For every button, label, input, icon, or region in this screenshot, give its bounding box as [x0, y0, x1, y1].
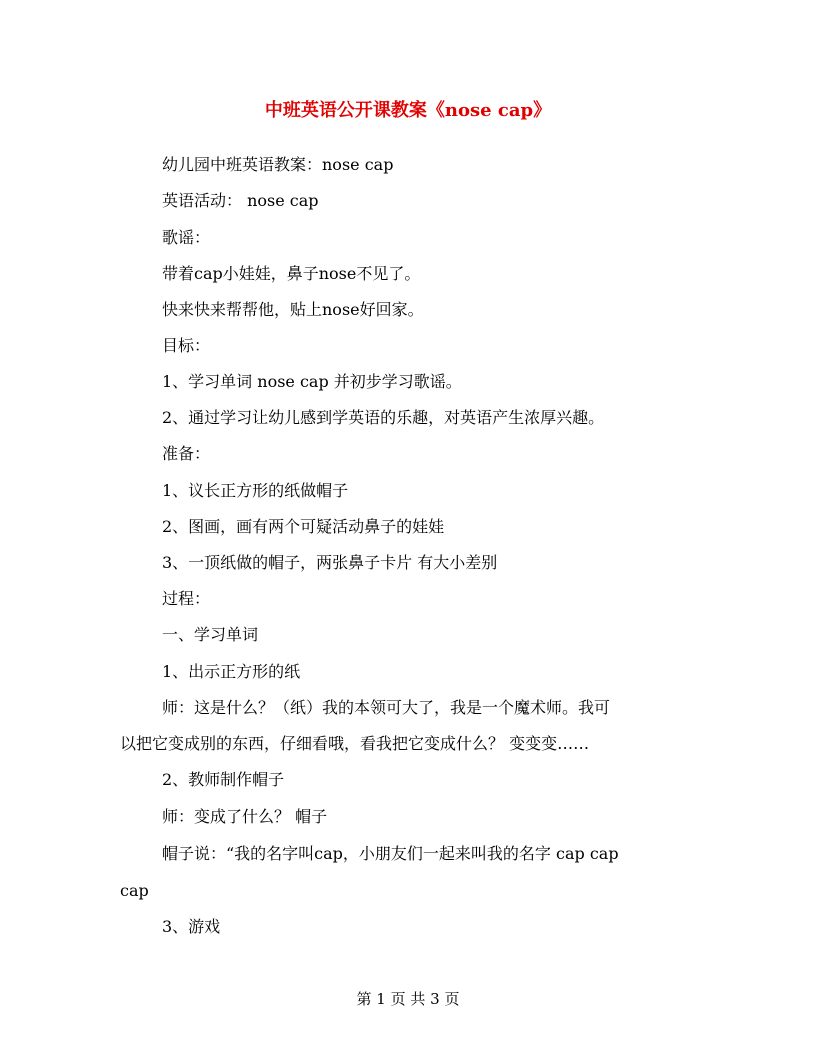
paragraph-line: 帽子说：“我的名字叫cap，小朋友们一起来叫我的名字 cap cap [162, 844, 619, 863]
paragraph-line: 英语活动： nose cap [162, 191, 319, 210]
page-footer: 第 1 页 共 3 页 [356, 990, 460, 1008]
paragraph-line: 1、出示正方形的纸 [162, 662, 301, 681]
paragraph-line: cap [120, 881, 149, 900]
paragraph-line: 以把它变成别的东西，仔细看哦，看我把它变成什么？ 变变变…… [120, 734, 590, 753]
paragraph-line: 幼儿园中班英语教案：nose cap [162, 155, 394, 174]
document-title: 中班英语公开课教案《nose cap》 [264, 100, 552, 121]
paragraph-line: 3、一顶纸做的帽子，两张鼻子卡片 有大小差别 [162, 553, 498, 572]
paragraph-line: 歌谣： [162, 228, 211, 247]
paragraph-line: 2、图画，画有两个可疑活动鼻子的娃娃 [162, 517, 445, 536]
paragraph-line: 过程： [162, 589, 211, 608]
paragraph-line: 1、议长正方形的纸做帽子 [162, 481, 349, 500]
paragraph-line: 快来快来帮帮他，贴上nose好回家。 [162, 300, 424, 319]
paragraph-line: 2、通过学习让幼儿感到学英语的乐趣，对英语产生浓厚兴趣。 [162, 408, 605, 427]
paragraph-line: 师：变成了什么？ 帽子 [162, 807, 328, 826]
paragraph-line: 一、学习单词 [162, 625, 259, 644]
paragraph-line: 2、教师制作帽子 [162, 770, 285, 789]
paragraph-line: 目标： [162, 336, 211, 355]
paragraph-line: 1、学习单词 nose cap 并初步学习歌谣。 [162, 372, 462, 391]
paragraph-line: 3、游戏 [162, 917, 221, 936]
paragraph-line: 师：这是什么？（纸）我的本领可大了，我是一个魔术师。我可 [162, 698, 611, 717]
paragraph-line: 带着cap小娃娃，鼻子nose不见了。 [162, 264, 421, 283]
paragraph-line: 准备： [162, 444, 211, 463]
